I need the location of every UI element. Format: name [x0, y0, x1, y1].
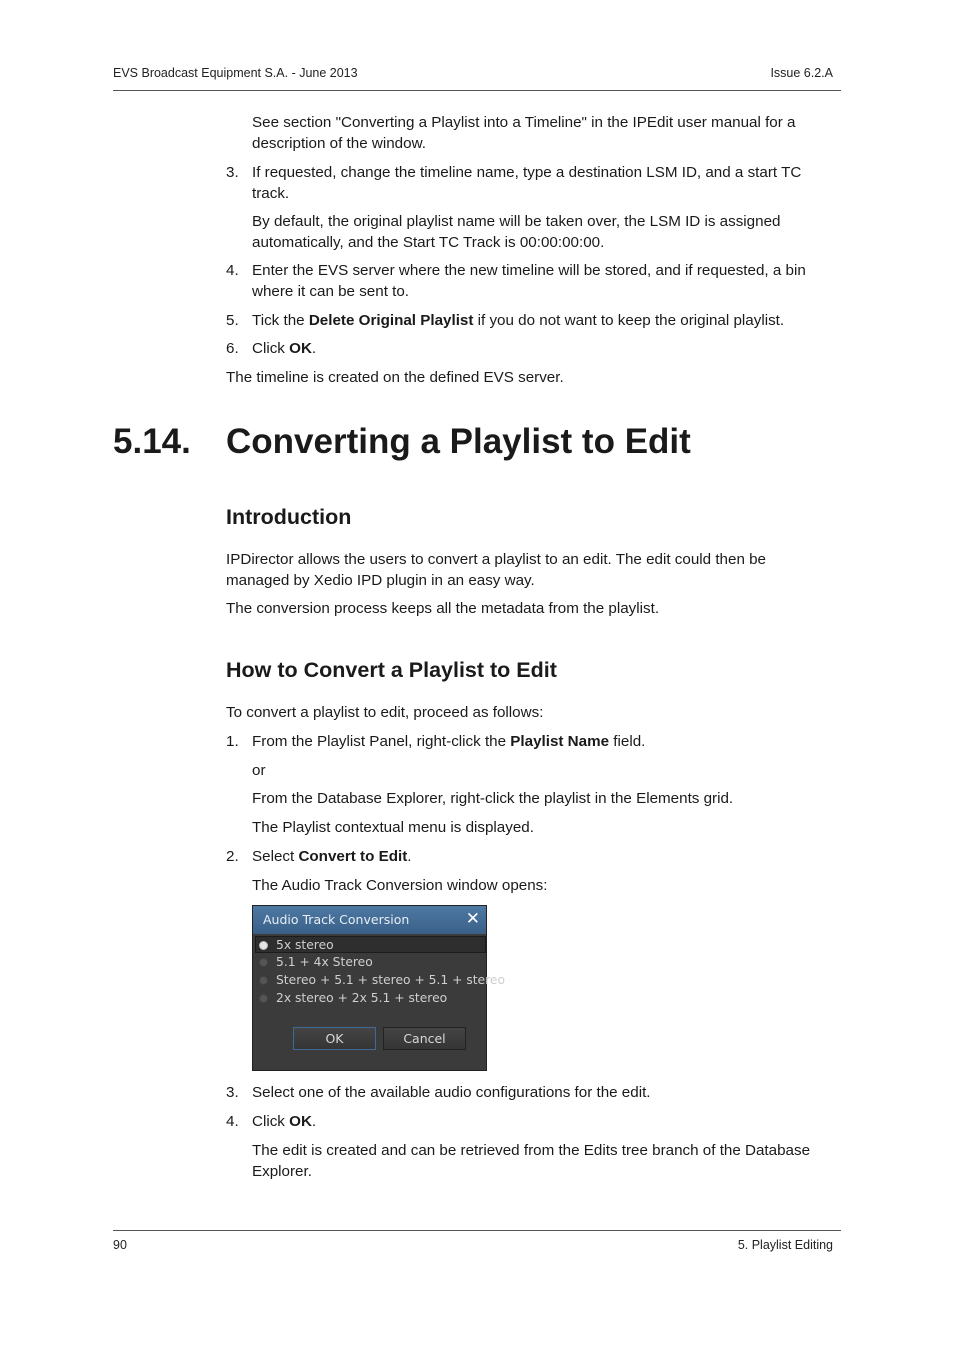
- step-number: 4.: [226, 1113, 239, 1130]
- step-number: 1.: [226, 733, 239, 750]
- radio-icon[interactable]: [259, 958, 268, 967]
- radio-icon[interactable]: [259, 994, 268, 1003]
- dialog-title: Audio Track Conversion: [263, 912, 410, 927]
- step-result: The Playlist contextual menu is displayed.: [252, 819, 534, 836]
- step-result: The edit is created and can be retrieved from the Edits tree branch of the Database Explorer.: [252, 1142, 811, 1180]
- step-or: or: [252, 762, 266, 779]
- page-footer: [113, 1238, 833, 1252]
- option-5x-stereo[interactable]: 5x stereo: [255, 936, 486, 953]
- footer-rule: [113, 1230, 841, 1231]
- step-note: By default, the original playlist name will be taken over, the LSM ID is assigned automatically, and the Start TC Track is 00:00:00:00.: [252, 213, 781, 251]
- step-text: Click OK.: [252, 340, 317, 357]
- audio-track-conversion-dialog: [252, 905, 505, 1071]
- step-result: The Audio Track Conversion window opens:: [252, 877, 548, 894]
- option-stereo-5-1-mix[interactable]: Stereo + 5.1 + stereo + 5.1 + stereo: [256, 972, 486, 989]
- step-text: Enter the EVS server where the new timeline will be stored, and if requested, a bin where it can be sent to.: [252, 262, 806, 300]
- page-number: 90: [113, 1238, 127, 1252]
- page-header: [113, 66, 833, 80]
- dialog-title-bar[interactable]: [253, 906, 486, 934]
- close-icon[interactable]: ✕: [465, 909, 480, 929]
- paragraph: See section "Converting a Playlist into a Timeline" in the IPEdit user manual for a description of the window.: [252, 114, 796, 152]
- step-number: 3.: [226, 164, 239, 181]
- option-2x-stereo-2x-5-1[interactable]: 2x stereo + 2x 5.1 + stereo: [256, 990, 486, 1007]
- step-number: 6.: [226, 340, 239, 357]
- radio-icon[interactable]: [259, 941, 268, 950]
- header-left: EVS Broadcast Equipment S.A. - June 2013: [113, 66, 358, 80]
- step-text: Tick the Delete Original Playlist if you do not want to keep the original playlist.: [252, 312, 785, 329]
- step-number: 5.: [226, 312, 239, 329]
- paragraph: The timeline is created on the defined EVS server.: [226, 369, 564, 386]
- step-number: 4.: [226, 262, 239, 279]
- step-text: Select one of the available audio configurations for the edit.: [252, 1084, 651, 1101]
- radio-icon[interactable]: [259, 976, 268, 985]
- step-text: Select Convert to Edit.: [252, 848, 412, 865]
- header-right: Issue 6.2.A: [770, 66, 833, 80]
- ok-button[interactable]: OK: [293, 1027, 376, 1050]
- section-title: Converting a Playlist to Edit: [226, 422, 691, 461]
- cancel-button[interactable]: Cancel: [383, 1027, 466, 1050]
- step-alt: From the Database Explorer, right-click the playlist in the Elements grid.: [252, 790, 734, 807]
- step-text: If requested, change the timeline name, type a destination LSM ID, and a start TC track.: [252, 164, 802, 202]
- step-text: Click OK.: [252, 1113, 317, 1130]
- header-rule: [113, 90, 841, 91]
- subheading-introduction: Introduction: [226, 505, 352, 529]
- option-5-1-4x-stereo[interactable]: 5.1 + 4x Stereo: [256, 954, 486, 971]
- paragraph: The conversion process keeps all the metadata from the playlist.: [226, 600, 660, 617]
- paragraph: IPDirector allows the users to convert a playlist to an edit. The edit could then be managed by Xedio IPD plugin in an easy way.: [226, 551, 767, 589]
- step-text: From the Playlist Panel, right-click the Playlist Name field.: [252, 733, 646, 750]
- subheading-how-to: How to Convert a Playlist to Edit: [226, 658, 557, 682]
- step-number: 2.: [226, 848, 239, 865]
- chapter-name: 5. Playlist Editing: [737, 1238, 833, 1252]
- paragraph: To convert a playlist to edit, proceed as follows:: [226, 704, 544, 721]
- step-number: 3.: [226, 1084, 239, 1101]
- section-number: 5.14.: [113, 422, 191, 461]
